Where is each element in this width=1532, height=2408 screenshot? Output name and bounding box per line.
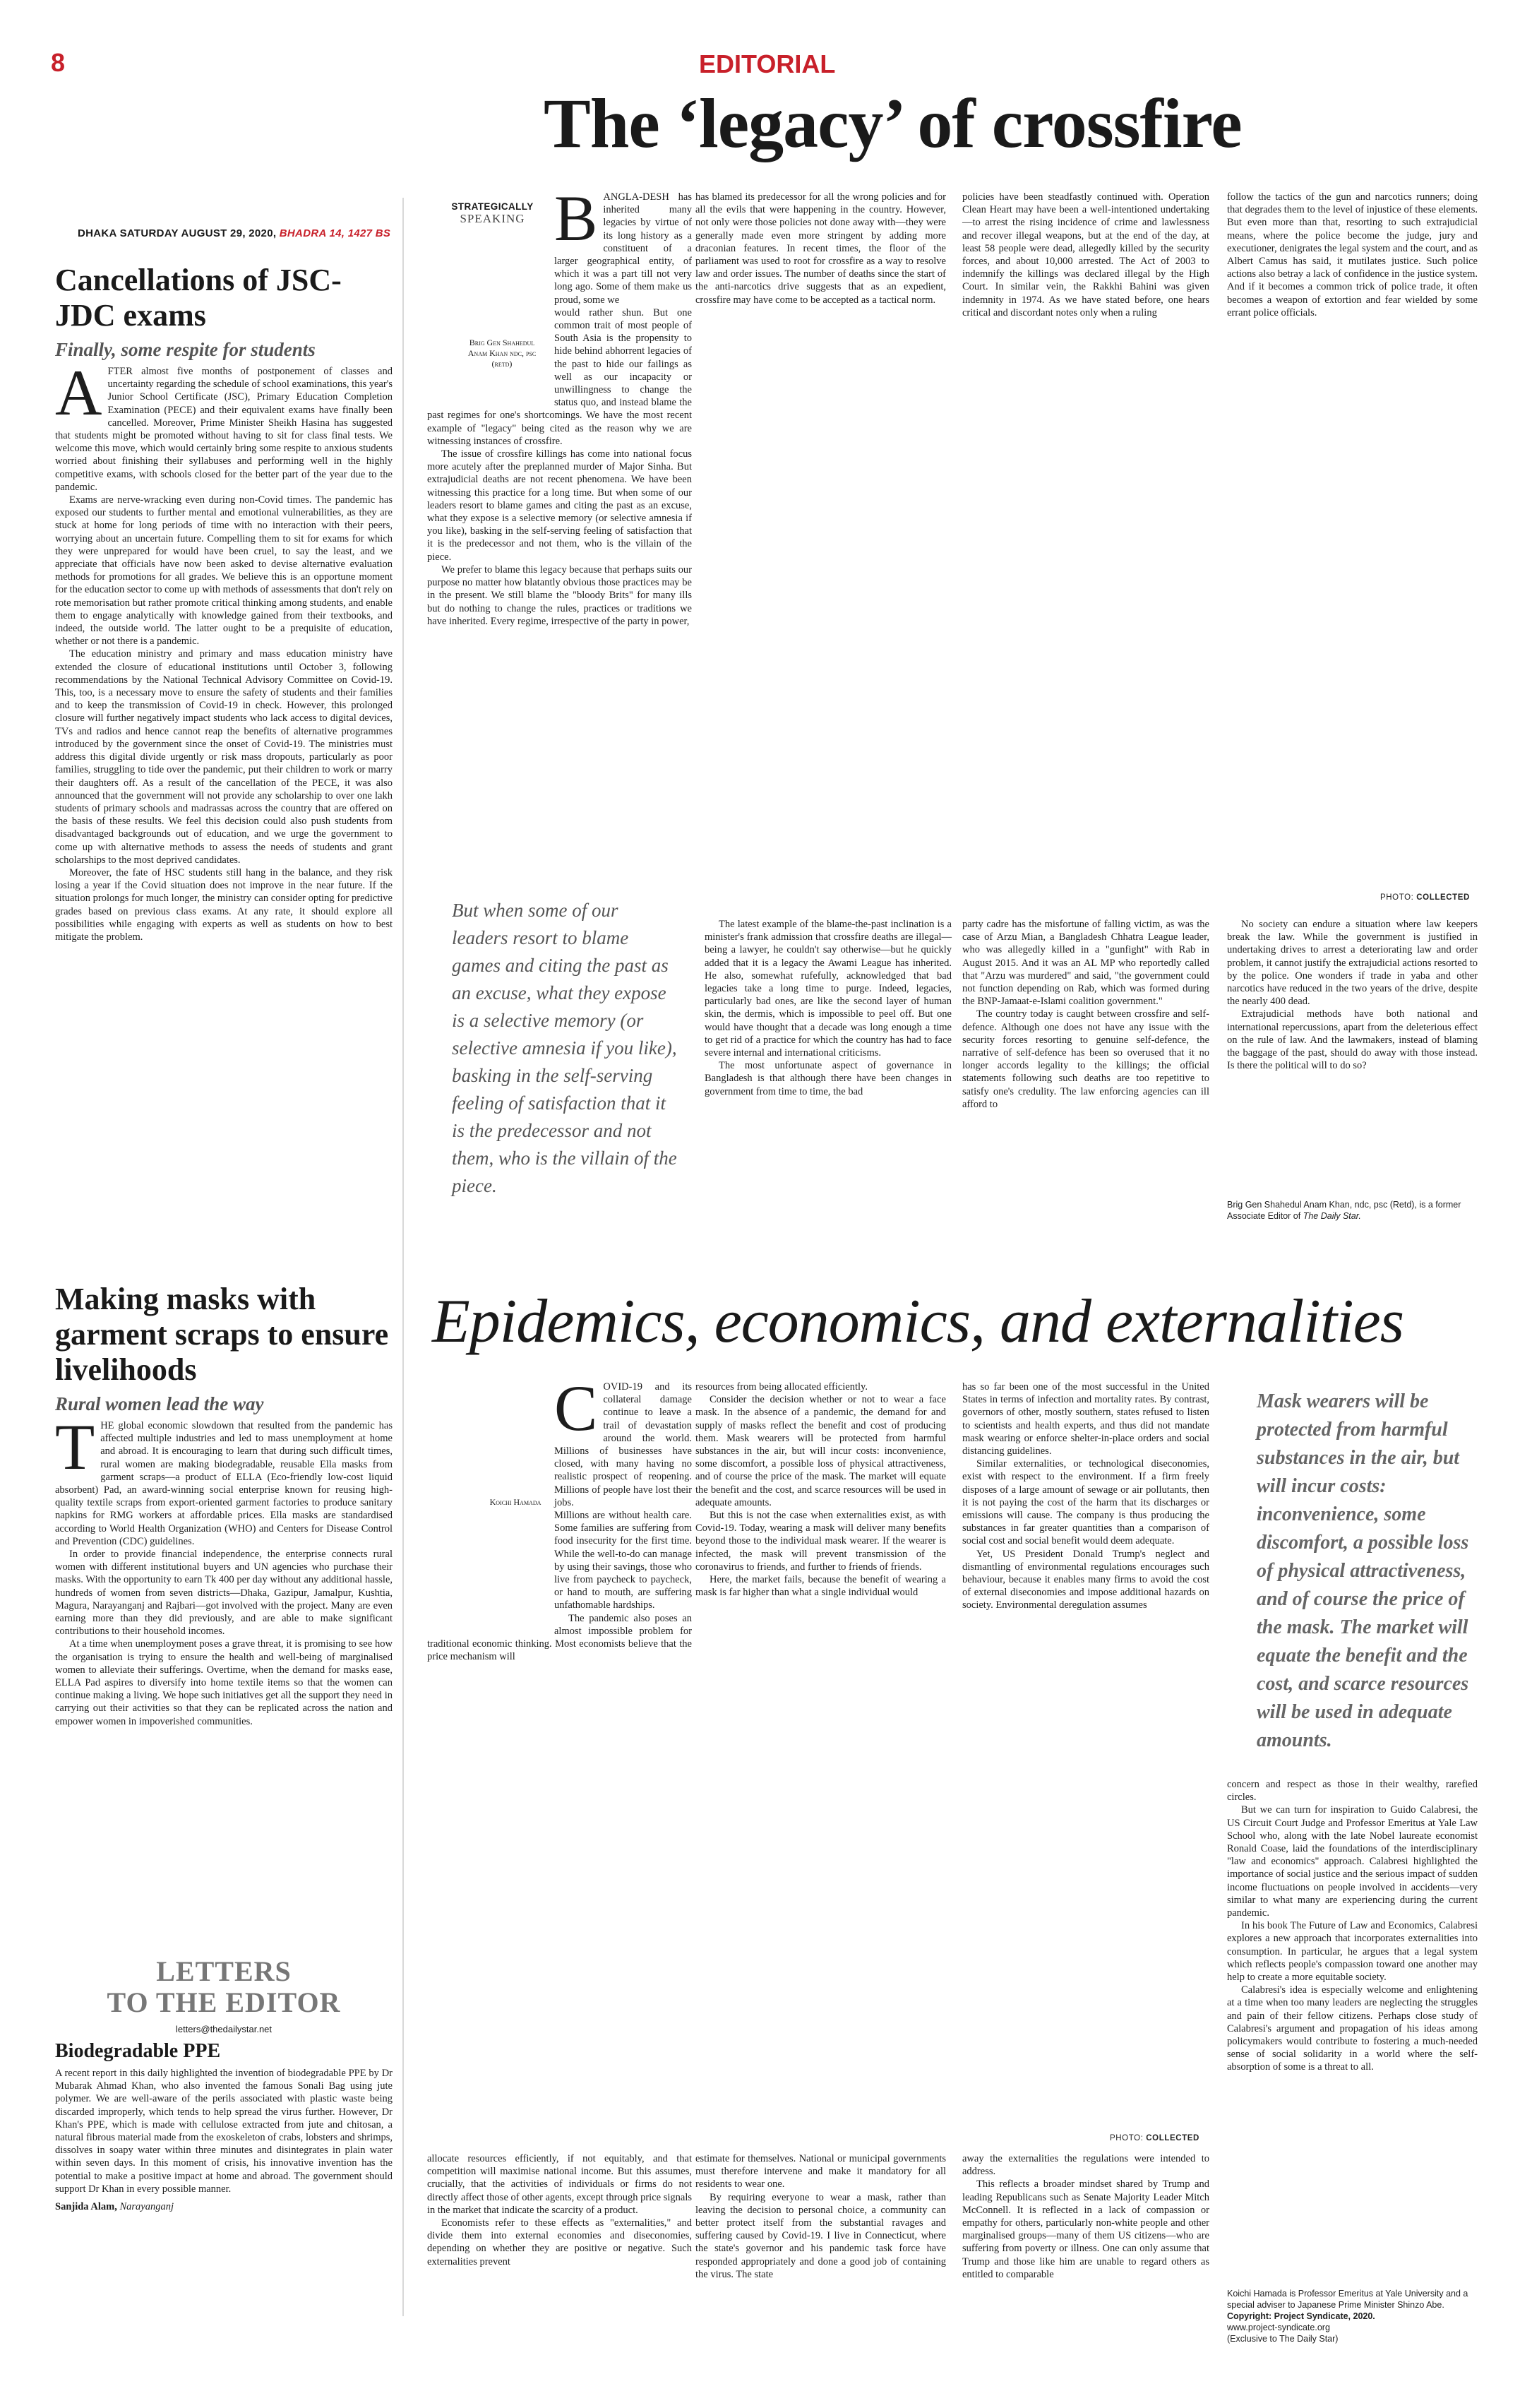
article2-para: By requiring everyone to wear a mask, rather than leaving the decision to personal choice, a community can better protect itself from the substantial ravages and suffering caused by Covid-19. I live in Connecticut, where the state's governor and his pandemic task force have responded appropriately and done a good job of containing the virus. The state <box>695 2191 946 2280</box>
editorial-2-para: At a time when unemployment poses a grave threat, it is promising to see how the organisation is trying to ensure the health and well-being of marginalised women to alleviate their sufferings. Overtime, when the demand for masks ease, ELLA Pad aspires to diversify into home textile items so that the women can continue making a living. We hope such initiatives get all the support they need in carrying out their activities so that they can be replicated across the nation and empower women in impoverished communities. <box>55 1638 393 1727</box>
article2-para: COVID-19 and its collateral damage continue to leave a trail of devastation around the world. Millions of businesses have closed, with many having no realistic prospect of reopening. Millions of people have lost their jobs. <box>554 1372 692 1508</box>
dropcap: B <box>554 182 598 254</box>
dropcap: T <box>55 1411 95 1483</box>
article2-para: Yet, US President Donald Trump's neglect and dismantling of environmental regulations encourages such behaviour, because it enables many firms to avoid the cost of external diseconomies and impose additional hazards on society. Environmental deregulation assumes <box>962 1548 1209 1611</box>
article2-para: In his book The Future of Law and Economics, Calabresi explores a new approach that incorporates externalities into consumption. In particular, he argues that a legal system which reflects people's compassion toward one another may help to create a more equitable society. <box>1227 1920 1478 1984</box>
article2-col1 <box>427 1372 692 1663</box>
article2-col2 <box>695 1381 946 1599</box>
article1-para: No society can endure a situation where law keepers break the law. While the government is justified in undertaking drives to arrest a deteriorating law and order problem, it cannot justify the extrajudicial actions resorted to by the police. One wonders if trade in yaba and other narcotics have reduced in the two years of the drive, despite the nearly 400 dead. <box>1227 919 1478 1008</box>
letters-email: letters@thedailystar.net <box>175 2024 273 2034</box>
article2-para: concern and respect as those in their wealthy, rarefied circles. <box>1227 1779 1478 1804</box>
editorial-2 <box>55 1282 393 1728</box>
article1-para: policies have been steadfastly continued with. Operation Clean Heart may have been a well-intentioned undertaking—to arrest the rising incidence of crime and lawlessness and recover illegal weapons, but at the end of the day, at least 58 people were dead, allegedly killed by the security forces, and about 10,000 arrested. The Act of 2003 to indemnify the killings was declared illegal by the High Court. In similar vein, the Rakkhi Bahini was given indemnity in 1974. As we have stated before, one hears critical and discordant notes only when a ruling <box>962 191 1209 318</box>
article2-para: estimate for themselves. National or municipal governments must therefore intervene and make it mandatory for all residents to wear one. <box>695 2153 946 2191</box>
article1-para: The country today is caught between crossfire and self-defence. Although one does not have any issue with the security forces resorting to genuine self-defence, the narrative of self-defence has been so overused that it no longer accords legality to the killings; the official statements following such deaths are too repetitive to satisfy one's credulity. The law enforcing agencies can ill afford to <box>962 1008 1209 1110</box>
article1-headline: The ‘legacy’ of crossfire <box>544 84 1242 162</box>
article1-col2 <box>695 191 946 306</box>
article1-author-bio: Brig Gen Shahedul Anam Khan, ndc, psc (Retd), is a former Associate Editor of The Daily Star. <box>1227 1200 1461 1221</box>
article1-para: follow the tactics of the gun and narcotics runners; doing that degrades them to the level of injustice of these elements. But even more than that, resorting to such extrajudicial means, where the police become the judge, jury and executioner, denigrates the legal system and the court, and as Albert Camus has said, it mutilates justice. Such police actions also betray a lack of confidence in the justice system. And if it becomes a common trick of police trade, it often becomes a weapon of extortion and fear wielded by some errant police officials. <box>1227 191 1478 318</box>
article2-para: resources from being allocated efficiently. <box>695 1381 868 1393</box>
article1-pullquote: But when some of our leaders resort to blame games and citing the past as an excuse, what they expose is a selective memory (or selective amnesia if you like), basking in the self-serving feeling of satisfaction that it is the predecessor and not them, who is the villain of the piece. <box>452 900 677 1196</box>
editorial-1-para: Exams are nerve-wracking even during non-Covid times. The pandemic has exposed our students to further mental and emotional vulnerabilities, as they are stuck at home for long periods of time with no interaction with their peers, worrying about an uncertain future. Compelling them to sit for exams for which they were unprepared for would have been cruel, to say the least, and we appreciate that officials have now been asked to devise alternative evaluation methods for promotions for all grades. We believe this is an opportune moment for the education sector to come up with methods of assessments that don't rely on rote memorisation but rather promote critical thinking among students, and enable them to engage analytically with knowledge gained from their textbooks, and indeed, the outside world. The latter ought to be a prequisite of education, whether or not there is a pandemic. <box>55 494 393 648</box>
editorial-1-kicker: Finally, some respite for students <box>55 339 316 360</box>
letters-section <box>55 1956 393 2213</box>
dateline-english: DHAKA SATURDAY AUGUST 29, 2020, <box>78 227 277 239</box>
editorial-1 <box>55 263 393 943</box>
article2-para: Similar externalities, or technological diseconomies, exist with respect to the environment. If a firm freely disposes of a large amount of sewage or air pollutants, then it is not paying the cost of the harm that its discharges or emissions will cause. The company is thus producing the substances in far greater quantities than a comparison of social cost and social benefit would deem adequate. <box>962 1458 1209 1547</box>
dateline-bengali: BHADRA 14, 1427 BS <box>279 227 391 239</box>
column-label: STRATEGICALLY SPEAKING <box>451 201 534 225</box>
article2-col4 <box>1227 1778 1478 2074</box>
article2-pullquote: Mask wearers will be protected from harmful substances in the air, but will incur costs: inconvenience, some discomfort, a possible loss of physical attractiveness, and of course the price of the mask. The market will equate the benefit and the cost, and scarce resources will be used in adequate amounts. <box>1257 1390 1469 1751</box>
article1-byline: Brig Gen Shahedul Anam Khan ndc, psc (retd) <box>467 338 537 369</box>
article2-author-bio: Koichi Hamada is Professor Emeritus at Yale University and a special adviser to Japanese Prime Minister Shinzo Abe. Copyright: Project Syndicate, 2020. www.project-syndicate.org (Exclusive to The Daily Star) <box>1227 2289 1468 2344</box>
dropcap: A <box>55 357 102 429</box>
article1-para: BANGLA-DESH has inherited many legacies by virtue of its long history as a constituent of a larger geographical entity, of which it was a part till not very long ago. Some of them make us proud, some we <box>554 182 692 306</box>
article1-col3 <box>962 191 1209 319</box>
article2-headline: Epidemics, economics, and externalities <box>432 1287 1404 1356</box>
article2-byline: Koichi Hamada <box>489 1497 541 1507</box>
article1-col4b <box>1227 918 1478 1072</box>
article2-para: But this is not the case when externalities exist, as with Covid-19. Today, wearing a mask will deliver many benefits beyond those to the individual mask wearer. If the wearer is infected, the mask will prevent transmission of the coronavirus to friends, and further to friends of friends. <box>695 1510 946 1573</box>
article2-para: Here, the market fails, because the benefit of wearing a mask is far higher than what a single individual would <box>695 1574 946 1599</box>
article1-col3b <box>962 918 1209 1111</box>
section-label: EDITORIAL <box>699 49 836 78</box>
article1-para: The most unfortunate aspect of governance in Bangladesh is that although there have been changes in government from time to time, the bad <box>705 1060 952 1097</box>
editorial-1-para: Moreover, the fate of HSC students still hang in the balance, and they risk losing a year if the Covid situation does not improve in the near future. If the situation prolongs for much longer, the ministry can consider opting for predictive grades based on previous class exams. At any rate, it should explore all possibilities while engaging with experts as well as students on how to best mitigate the problem. <box>55 866 393 943</box>
dateline <box>78 227 390 239</box>
article2-col3 <box>962 1381 1209 1612</box>
editorial-1-para: AFTER almost five months of postponement of classes and uncertainty regarding the schedule of school examinations, this year's Junior School Certificate (JSC), Primary Education Completion Examination (PECE) and their equivalent exams have finally been cancelled. Moreover, Prime Minister Sheikh Hasina has suggested that students might be promoted without having to sit for class final tests. We welcome this move, which would certainly bring some respite to anxious students worried about finishing their syllabuses and performing well in the highly competitive exams, with schools closed for the better part of the year due to the pandemic. <box>55 357 393 493</box>
article2-col3b <box>962 2152 1209 2281</box>
letters-header-line2: TO THE EDITOR <box>107 1986 341 2018</box>
article1-col2b <box>705 918 952 1098</box>
article2-photo-credit: PHOTO: COLLECTED <box>1110 2134 1199 2142</box>
page-number: 8 <box>51 48 66 77</box>
article2-para: has so far been one of the most successful in the United States in terms of infection and mortality rates. By contrast, governors of other, mostly southern, states refused to listen to scientists and health experts, and thus did not mandate mask wearing or enforce shelter-in-place orders and social distancing guidelines. <box>962 1381 1209 1458</box>
article1-para: The latest example of the blame-the-past inclination is a minister's frank admission that crossfire deaths are illegal—being a lawyer, he couldn't say otherwise—but he quickly added that it is a legacy the Awami League has inherited. He also, somewhat rufefully, acknowledged that bad legacies take a long time to purge. Indeed, legacies, particularly bad ones, are like the second layer of human skin, the dermis, which is impossible to peel off. But one would have thought that a decade was long enough a time to get rid of a practice for which the country has had to face severe internal and international criticisms. <box>705 919 952 1059</box>
article1-para: party cadre has the misfortune of falling victim, as was the case of Arzu Mian, a Bangladesh Chhatra League leader, who was allegedly killed in a "gunfight" with Rab in August 2015. And it was an AL MP who reportedly called that "Arzu was murdered" and said, "the government could not function depending on Rab, which was formed during the BNP-Jamaat-e-Islami coalition government." <box>962 919 1209 1008</box>
column-divider <box>402 198 404 2316</box>
article2-para: This reflects a broader mindset shared by Trump and leading Republicans such as Senate Majority Leader Mitch McConnell. It is reflected in a lack of compassion or empathy for others, particularly non-white people and other marginalised groups—many of them US citizens—who are suffering from poverty or illness. One can only assume that Trump and those like him are unable to regard others as entitled to comparable <box>962 2178 1209 2280</box>
article1-para: Extrajudicial methods have both national and international repercussions, apart from the deleterious effect on the rule of law. And the lawmakers, instead of blaming the baggage of the past, should do away with those instead. Is there the political will to do so? <box>1227 1008 1478 1072</box>
article2-para: Calabresi's idea is especially welcome and enlightening at a time when too many leaders are neglecting the struggles and pain of their fellow citizens. Perhaps close study of Calabresi's argument and propagation of his ideas among policymakers would contribute to fostering a much-needed sense of social solidarity in a world where the self-absorption of some is a threat to all. <box>1227 1984 1478 2073</box>
editorial-2-para: In order to provide financial independence, the enterprise connects rural women with different institutional buyers and UN agencies who purchase their masks. With the opportunity to earn Tk 400 per day without any additional hassle, hundreds of women from seven districts—Dhaka, Gazipur, Jamalpur, Kushtia, Magura, Narayanganj and Rajbari—got involved with the project. Many are even earning more than they did previously, and are able to make significant contributions to their household incomes. <box>55 1549 393 1638</box>
article2-para: But we can turn for inspiration to Guido Calabresi, the US Circuit Court Judge and Professor Emeritus at Yale Law School who, along with the late Nobel laureate economist Ronald Coase, laid the foundations of the interdisciplinary "law and economics" approach. Calabresi highlighted the importance of social justice and the serious impact of sudden income fluctuations on people involved in accidents—very similar to what many are experiencing during the current pandemic. <box>1227 1804 1478 1919</box>
article2-para: Economists refer to these effects as "externalities," and divide them into external economies and diseconomies, depending on whether they are positive or negative. Such externalities prevent <box>427 2217 692 2267</box>
dropcap: C <box>554 1372 598 1444</box>
article1-photo-credit: PHOTO: COLLECTED <box>1380 893 1470 902</box>
article1-para: has blamed its predecessor for all the wrong policies and for all the evils that were happening in the country. However, not only were those policies not done away with—they were generally made even more stringent by adding more draconian features. In recent times, the floor of the parliament was used to root for crossfire as a way to resolve law and order issues. The number of deaths since the start of the anti-narcotics drive suggests that as an expedient, crossfire may have come to be accepted as a tactical norm. <box>695 191 946 306</box>
article1-para: The issue of crossfire killings has come into national focus more acutely after the preplanned murder of Major Sinha. But extrajudicial deaths are not recent phenomena. We have been witnessing this practice for a long time. But when some of our leaders resort to blame games and citing the past as an excuse, what they expose is a selective memory (or selective amnesia if you like), basking in the self-serving feeling of satisfaction that it is the predecessor and not them, who is the villain of the piece. <box>427 448 692 563</box>
article1-col1 <box>427 182 692 628</box>
article2-col1b <box>427 2152 692 2268</box>
letter-body <box>55 2067 393 2195</box>
article2-para: Consider the decision whether or not to wear a face mask. In the absence of a pandemic, the demand for and supply of masks reflect the benefit and cost of producing them. Mask wearers will be protected from harmful substances in the air, but will incur costs: inconvenience, some discomfort, a possible loss of physical attractiveness, and of course the price of the mask. The market will equate the benefit and the cost, and scarce resources will be used in adequate amounts. <box>695 1394 946 1508</box>
letters-header-line1: LETTERS <box>156 1955 292 1987</box>
editorial-1-body <box>55 357 393 943</box>
editorial-1-para: The education ministry and primary and mass education ministry have extended the closure of educational institutions until October 3, following recommendations by the National Technical Advisory Committee on Covid-19. This, too, is a necessary move to ensure the safety of students and their families and to keep the transmission of Covid-19 in check. However, this prolonged closure will further negatively impact students who lack access to digital devices, TVs and radios and hence cannot reap the benefits of alternative programmes introduced by the government since the onset of Covid-19. The ministries must address this digital divide urgently or risk mass dropouts, particularly as poor families, struggling to tide over the pandemic, put their children to work or marry their daughters off. As a result of the cancellation of the PECE, it was also announced that the government will not provide any scholarship to over one lakh students of primary schools and madrassas across the country that are offered on the basis of these results. We feel this decision could also push students from disadvantaged backgrounds out of education, and we urge the government to come up with alternative methods to assess the needs of students and grant scholarships to the most deprived candidates. <box>55 648 393 866</box>
article2-para: allocate resources efficiently, if not equitably, and that competition will maximise national income. But this assumes, crucially, that the activities of individuals or firms do not directly affect those of other agents, except through price signals in the market that indicate the scarcity of a product. <box>427 2153 692 2216</box>
article1-para: would rather shun. But one common trait of most people of South Asia is the propensity to hide behind abhorrent legacies of the past to hide our failings as well as our incapacity or unwillingness to change the status quo, and instead blame the past regimes for one's shortcomings. We have the most recent example of "legacy" being cited as the reason why we are witnessing instances of crossfire. <box>427 306 692 447</box>
editorial-2-title: Making masks with garment scraps to ensure livelihoods <box>55 1282 389 1387</box>
editorial-2-body <box>55 1411 393 1728</box>
letter-text: A recent report in this daily highlighted the invention of biodegradable PPE by Dr Mubarak Ahmad Khan, who also invented the famous Sonali Bag using jute polymer. We are well-aware of the perils associated with plastic waste being discarded improperly, which tends to help spread the virus further. However, Dr Khan's PPE, which is made with cellulose extracted from jute and chitosan, a natural fibrous material made from the exoskeleton of crabs, lobsters and shrimps, dissolves in soapy water within three minutes and disintegrates in plain water within seven days. In this moment of crisis, his innovative invention has the potential to make a positive impact at home and abroad. The government should support Dr Khan in every possible manner. <box>55 2068 393 2195</box>
editorial-2-para: THE global economic slowdown that resulted from the pandemic has affected multiple industries and led to mass unemployment at home and abroad. It is encouraging to learn that during such difficult times, rural women are making biodegradable, reusable Ella masks from garment scraps—a product of ELLA (Eco-friendly low-cost liquid absorbent) Pad, an award-winning social enterprise known for reusing high-quality textile scraps from export-oriented garment factories to produce sanitary napkins for RMG workers at affordable prices. Ella masks are standardised according to World Health Organization (WHO) and Centers for Disease Control and Prevention (CDC) guidelines. <box>55 1411 393 1547</box>
article2-para: away the externalities the regulations were intended to address. <box>962 2153 1209 2178</box>
article2-col2b <box>695 2152 946 2281</box>
article2-para: Millions are without health care. Some families are suffering from food insecurity for the first time. While the well-to-do can manage by using their savings, those who live from paycheck to paycheck, or hand to mouth, are suffering unfathomable hardships. <box>554 1510 692 1611</box>
editorial-1-title: Cancellations of JSC-JDC exams <box>55 263 342 333</box>
article1-para: We prefer to blame this legacy because that perhaps suits our purpose no matter how blatantly obvious those practices may be in the present. We still blame the "bloody Brits" for many ills but do nothing to change the rules, practices or traditions we have inherited. Every regime, irrespective of the party in power, <box>427 564 692 627</box>
letter-signature: Sanjida Alam, Narayanganj <box>55 2201 174 2213</box>
article2-para: The pandemic also poses an almost impossible problem for traditional economic thinking. Most economists believe that the price mechanism will <box>427 1612 692 1663</box>
article1-col4 <box>1227 191 1478 319</box>
letter-title: Biodegradable PPE <box>55 2040 221 2062</box>
editorial-2-kicker: Rural women lead the way <box>55 1393 264 1414</box>
